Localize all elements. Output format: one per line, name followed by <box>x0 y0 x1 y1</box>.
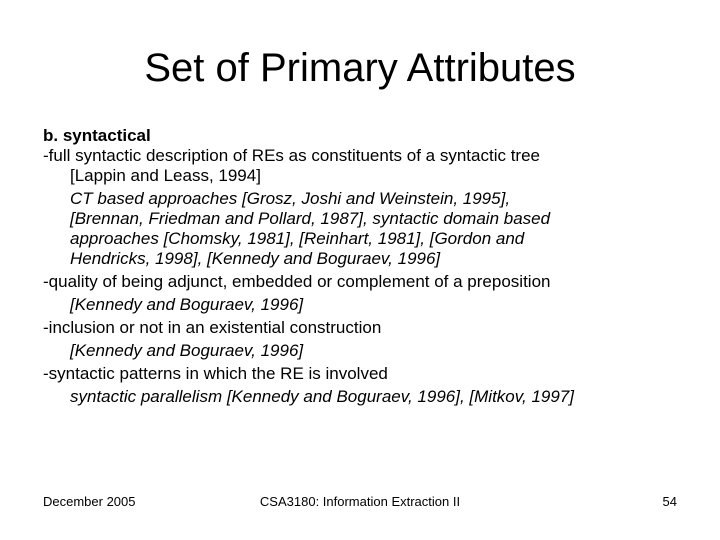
reference-line: Hendricks, 1998], [Kennedy and Boguraev, 1996] <box>70 249 441 268</box>
reference-line: syntactic parallelism [Kennedy and Boguraev, 1996], [Mitkov, 1997] <box>70 387 574 406</box>
list-item-text: -full syntactic description of REs as constituents of a syntactic tree <box>43 146 540 165</box>
list-item-text: -inclusion or not in an existential construction <box>43 318 382 337</box>
footer-date: December 2005 <box>43 494 136 509</box>
reference-line: approaches [Chomsky, 1981], [Reinhart, 1981], [Gordon and <box>70 229 525 248</box>
reference-line: CT based approaches [Grosz, Joshi and Weinstein, 1995], <box>70 189 511 208</box>
footer-course: CSA3180: Information Extraction II <box>259 494 461 509</box>
list-item-text: -quality of being adjunct, embedded or complement of a preposition <box>43 272 551 291</box>
reference-line: [Kennedy and Boguraev, 1996] <box>70 341 304 360</box>
reference-line: [Lappin and Leass, 1994] <box>70 166 261 185</box>
list-item-text: -syntactic patterns in which the RE is involved <box>43 364 388 383</box>
slide-title: Set of Primary Attributes <box>144 46 576 90</box>
slide-body <box>43 126 693 407</box>
footer-page-number: 54 <box>662 494 677 509</box>
section-heading: b. syntactical <box>43 126 151 145</box>
reference-line: [Brennan, Friedman and Pollard, 1987], syntactic domain based <box>70 209 551 228</box>
reference-line: [Kennedy and Boguraev, 1996] <box>70 295 304 314</box>
